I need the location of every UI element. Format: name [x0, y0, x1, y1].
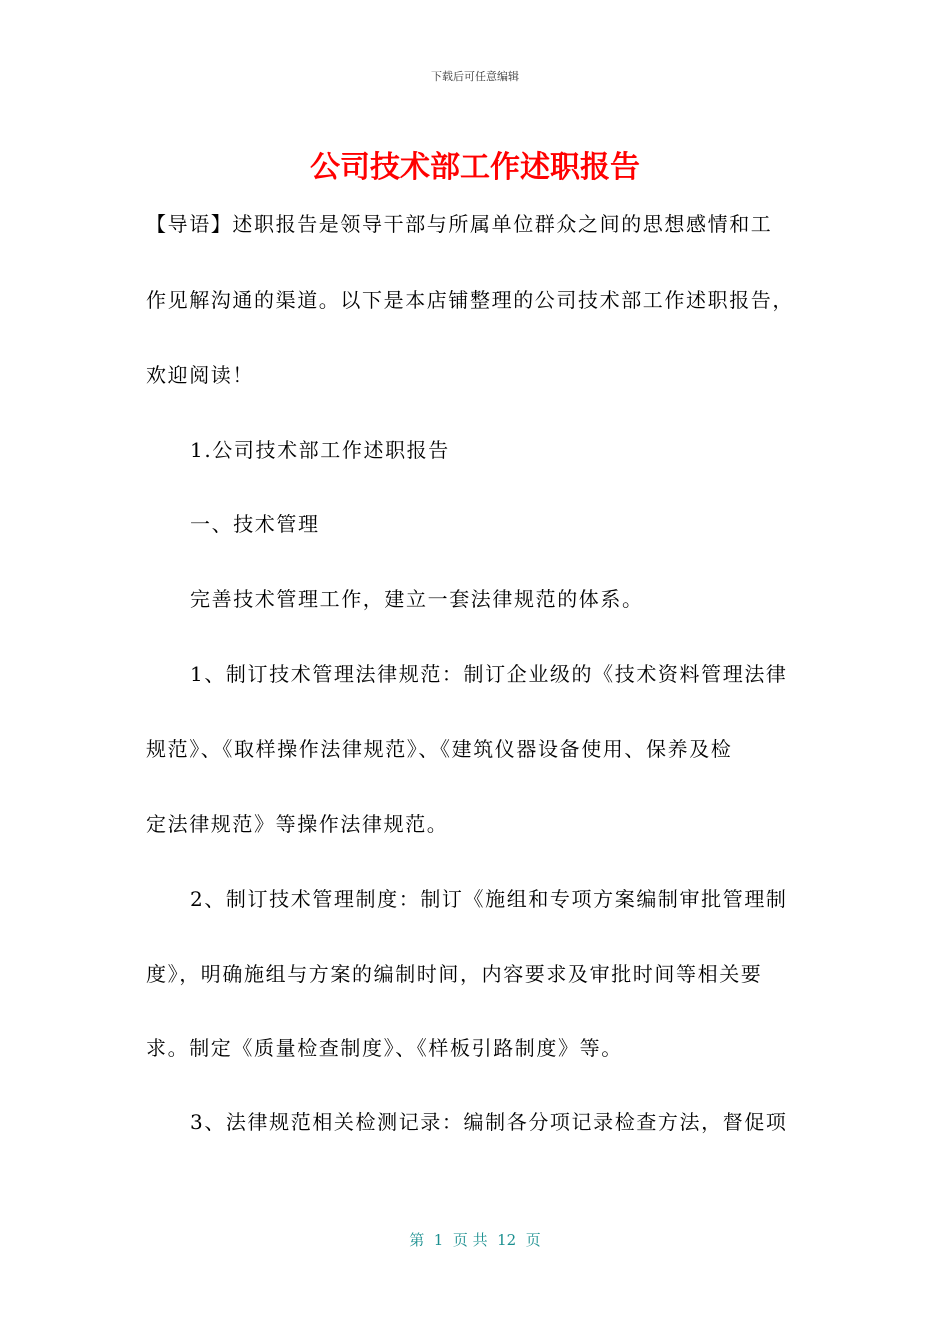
section-heading: 1.公司技术部工作述职报告 — [190, 438, 450, 462]
section-heading: 一、技术管理 — [190, 512, 320, 536]
paragraph-line: 3、法律规范相关检测记录：编制各分项记录检查方法，督促项 — [190, 1110, 788, 1134]
paragraph-line: 2、制订技术管理制度：制订《施组和专项方案编制审批管理制 — [190, 887, 788, 911]
page-footer: 第 1 页 共 12 页 — [409, 1231, 541, 1249]
document-title: 公司技术部工作述职报告 — [310, 150, 640, 185]
paragraph-line: 规范》、《取样操作法律规范》、《建筑仪器设备使用、保养及检 — [146, 737, 733, 761]
paragraph-line: 欢迎阅读！ — [146, 363, 254, 387]
paragraph-line: 【导语】述职报告是领导干部与所属单位群众之间的思想感情和工 — [146, 212, 773, 236]
header-note: 下载后可任意编辑 — [431, 70, 519, 83]
paragraph-line: 1、制订技术管理法律规范：制订企业级的《技术资料管理法律 — [190, 662, 788, 686]
paragraph-line: 作见解沟通的渠道。以下是本店铺整理的公司技术部工作述职报告， — [146, 288, 794, 312]
paragraph-line: 求。制定《质量检查制度》、《样板引路制度》等。 — [146, 1036, 623, 1060]
paragraph-line: 定法律规范》等操作法律规范。 — [146, 812, 449, 836]
paragraph-line: 完善技术管理工作，建立一套法律规范的体系。 — [190, 587, 644, 611]
paragraph-line: 度》，明确施组与方案的编制时间，内容要求及审批时间等相关要 — [146, 962, 763, 986]
